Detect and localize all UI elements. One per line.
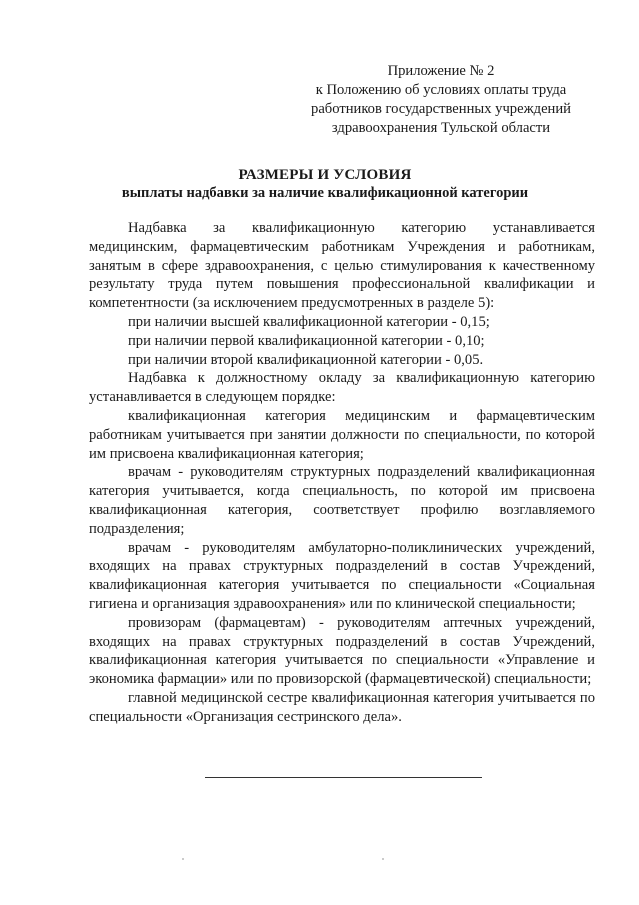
paragraph-rate-second: при наличии второй квалификационной категории - 0,05. (128, 351, 484, 368)
paragraph-intro: Надбавка за квалификационную категорию устанавливается медицинским, фармацевтическим работникам Учреждения и работникам, занятым в сфере здравоохранения, с целью стимулирования к качественному результату труда путем повышения профессиональной квалификации и компетентности (за исключением предусмотренных в разделе 5): (89, 220, 595, 312)
paragraph-pharmacists: провизорам (фармацевтам) - руководителям аптечных учреждений, входящих на правах структурных подразделений в состав Учреждений, квалификационная категория учитывается по специальности «Управление и экономика фармации» или по провизорской (фармацевтической) специальности; (89, 614, 595, 688)
document-title: РАЗМЕРЫ И УСЛОВИЯ (238, 167, 412, 183)
scan-speck (182, 858, 184, 860)
annex-reference-line: к Положению об условиях оплаты труда (315, 82, 567, 98)
scan-speck (382, 858, 384, 860)
paragraph-medical-workers: квалификационная категория медицинским и фармацевтическим работникам учитывается при занятии должности по специальности, по которой им присвоена квалификационная категория; (89, 407, 595, 462)
paragraph-head-nurse: главной медицинской сестре квалификационная категория учитывается по специальности «Организация сестринского дела». (89, 689, 595, 725)
paragraph-department-heads: врачам - руководителям структурных подразделений квалификационная категория учитывается, когда специальность, по которой им присвоена квалификационная категория, соответствует профилю возглавляемого подразделения; (89, 464, 595, 537)
paragraph-procedure: Надбавка к должностному окладу за квалификационную категорию устанавливается в следующем порядке: (89, 370, 595, 406)
annex-header (291, 62, 591, 138)
annex-reference-line: работников государственных учреждений (311, 101, 571, 117)
document-body (89, 219, 595, 727)
paragraph-rate-highest: при наличии высшей квалификационной категории - 0,15; (128, 313, 490, 330)
closing-rule (205, 777, 482, 778)
document-subtitle: выплаты надбавки за наличие квалификационной категории (121, 185, 529, 201)
paragraph-outpatient-heads: врачам - руководителям амбулаторно-поликлинических учреждений, входящих на правах структурных подразделений в состав Учреждений, квалификационная категория учитывается по специальности «Социальная гигиена и организация здравоохранения» или по клинической специальности; (89, 539, 595, 612)
annex-reference-line: здравоохранения Тульской области (331, 120, 551, 136)
paragraph-rate-first: при наличии первой квалификационной категории - 0,10; (128, 332, 485, 349)
annex-number: Приложение № 2 (387, 63, 495, 79)
